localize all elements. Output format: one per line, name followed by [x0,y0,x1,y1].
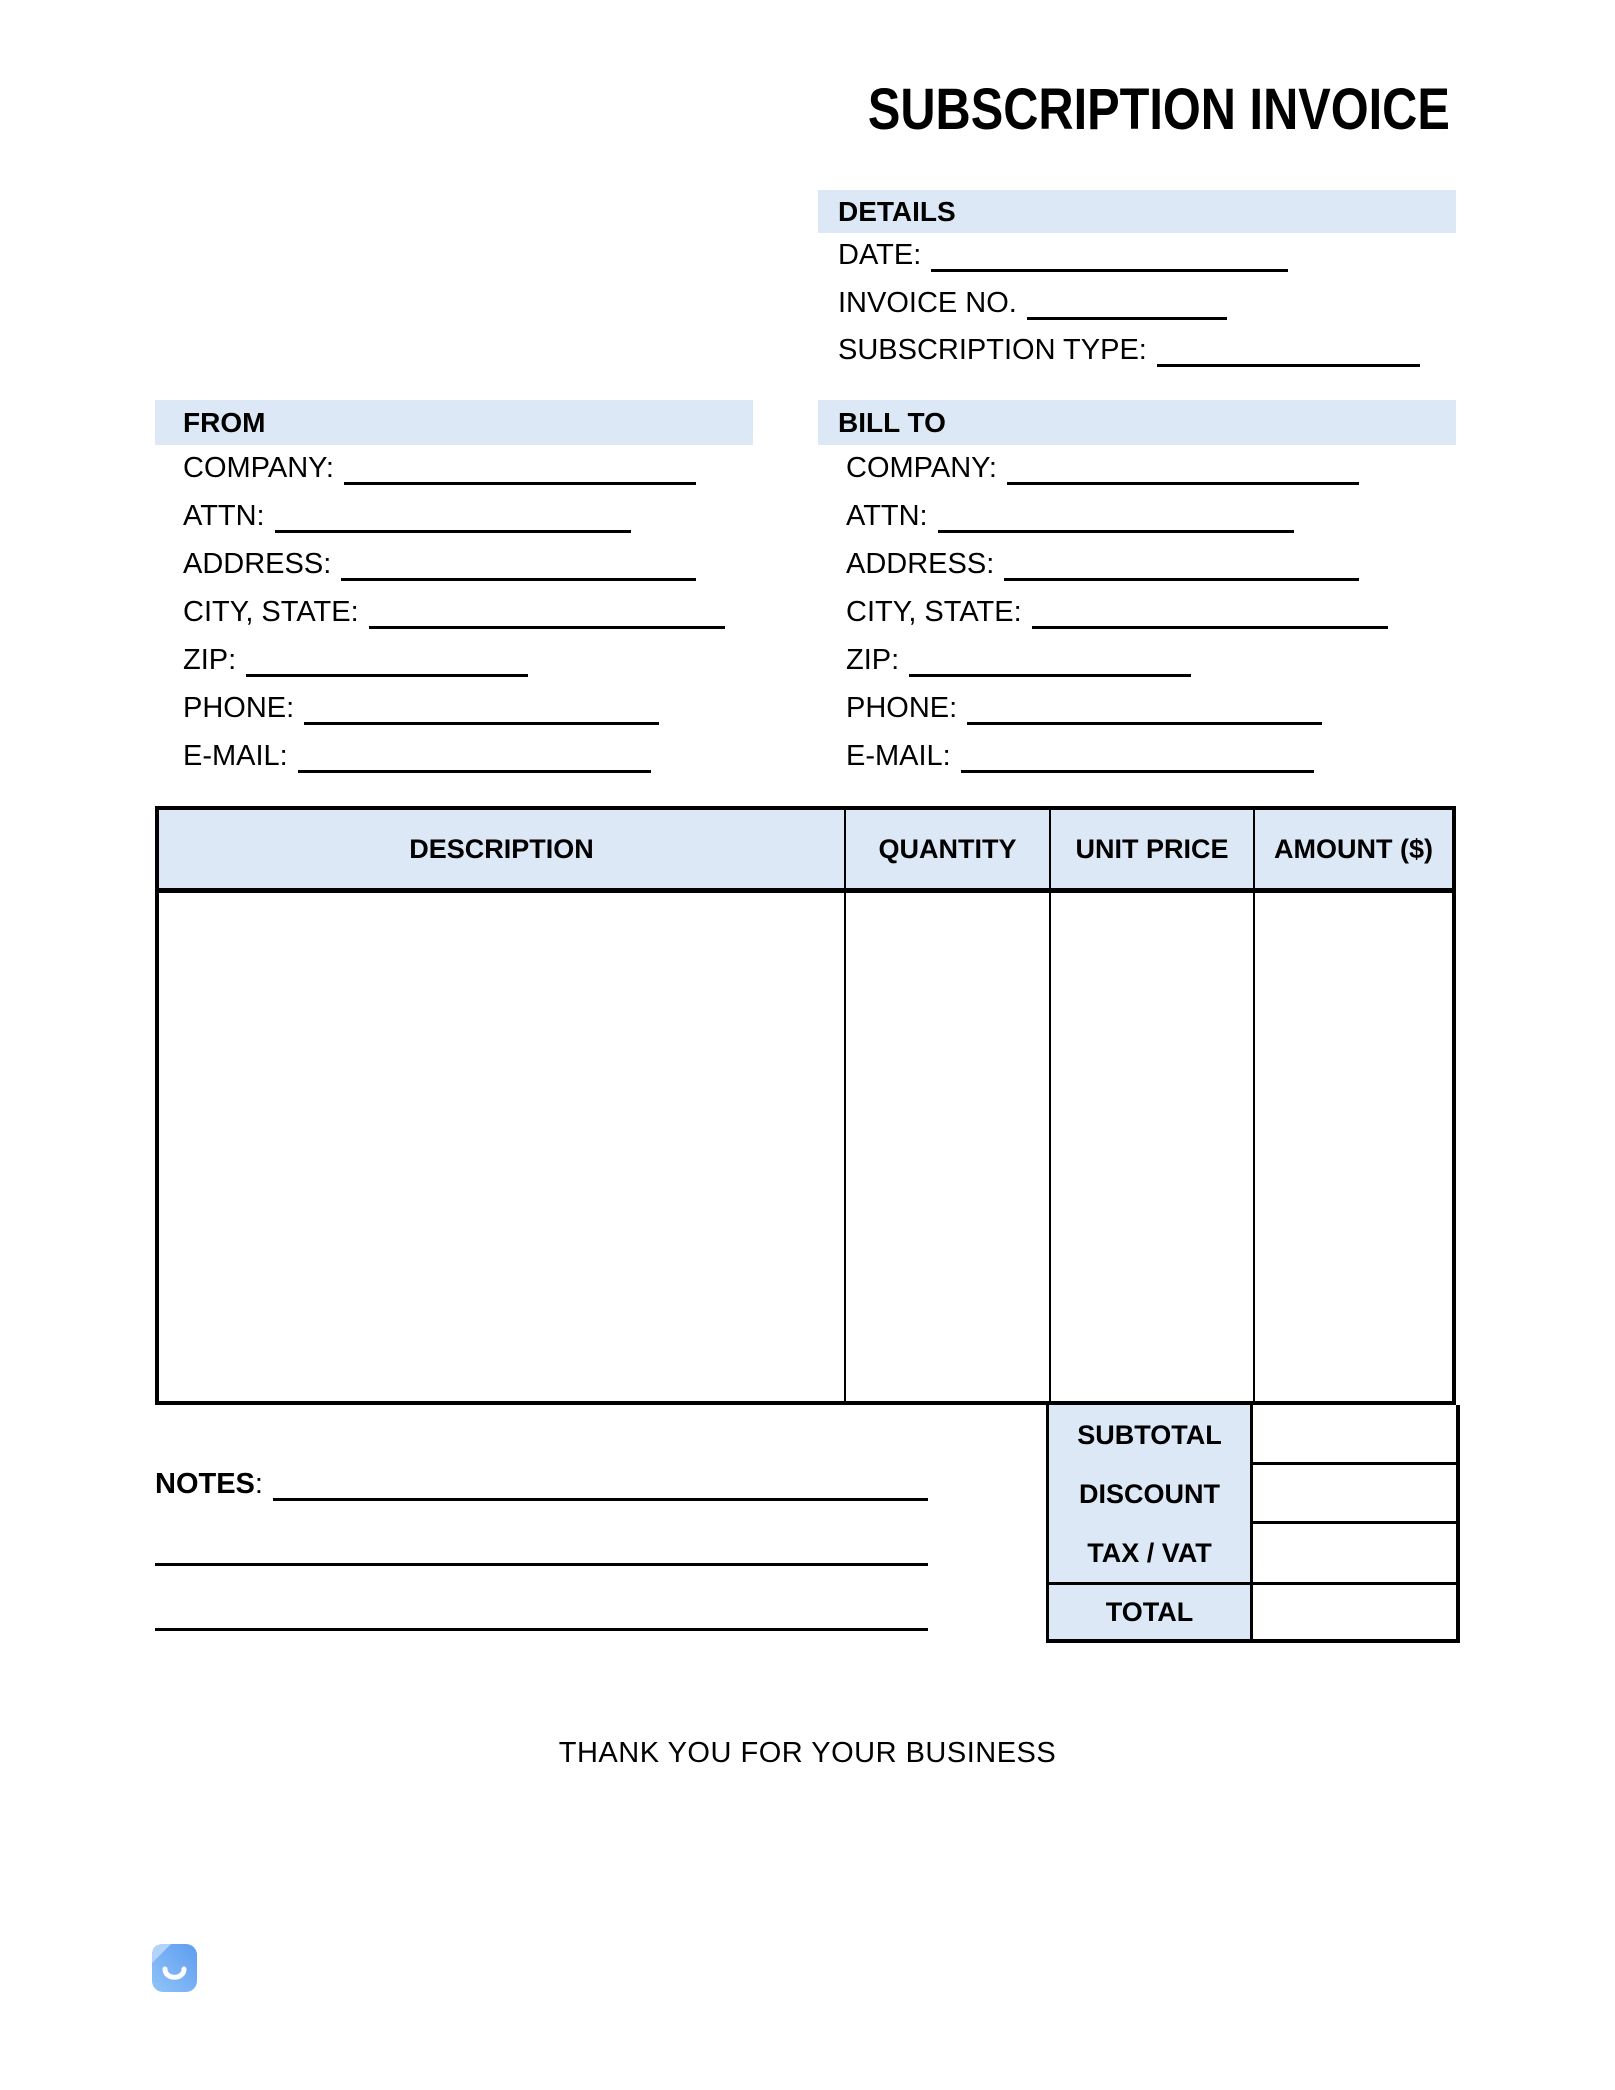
page-title: SUBSCRIPTION INVOICE [867,77,1450,142]
from-attn-label: ATTN: [183,500,265,532]
from-city-state-label: CITY, STATE: [183,596,359,628]
from-email-input-line[interactable] [298,744,651,773]
column-header-description: DESCRIPTION [159,810,846,888]
bill-to-attn-input-line[interactable] [938,504,1294,533]
invoice-no-row [838,286,1227,320]
from-attn-input-line[interactable] [275,504,631,533]
bill-to-address-input-line[interactable] [1004,552,1359,581]
from-company-row [183,451,696,485]
bill-to-zip-row [846,643,1191,677]
subscription-type-label: SUBSCRIPTION TYPE: [838,334,1147,366]
total-value-cell[interactable] [1253,1582,1456,1639]
from-section-header [155,400,753,445]
bill-to-zip-input-line[interactable] [909,648,1191,677]
amount-cell[interactable] [1255,893,1452,1401]
bill-to-email-row [846,739,1314,773]
notes-input-line-1[interactable] [273,1472,928,1501]
from-company-label: COMPANY: [183,452,334,484]
items-table-body [159,893,1452,1401]
from-phone-label: PHONE: [183,692,295,724]
discount-value-cell[interactable] [1253,1465,1456,1524]
subscription-type-row [838,333,1420,367]
column-header-unit-price: UNIT PRICE [1051,810,1255,888]
quantity-cell[interactable] [846,893,1051,1401]
bill-to-company-input-line[interactable] [1007,456,1359,485]
discount-label: DISCOUNT [1046,1465,1253,1524]
totals-block [1046,1405,1460,1643]
bill-to-phone-row [846,691,1322,725]
date-input-line[interactable] [931,243,1288,272]
items-table-header [159,810,1452,893]
notes-input-line-3[interactable] [155,1628,928,1631]
notes-input-line-2[interactable] [155,1563,928,1566]
from-attn-row [183,499,631,533]
smiling-document-logo-icon [152,1944,197,1992]
subtotal-value-cell[interactable] [1253,1405,1456,1465]
subscription-type-input-line[interactable] [1157,338,1420,367]
bill-to-attn-row [846,499,1294,533]
from-phone-input-line[interactable] [304,696,659,725]
from-phone-row [183,691,659,725]
bill-to-phone-input-line[interactable] [967,696,1322,725]
notes-row [155,1467,928,1501]
from-city-state-row [183,595,725,629]
bill-to-zip-label: ZIP: [846,644,900,676]
details-section-header [818,190,1456,233]
bill-to-city-state-label: CITY, STATE: [846,596,1022,628]
from-city-state-input-line[interactable] [369,600,725,629]
bill-to-address-label: ADDRESS: [846,548,995,580]
from-zip-input-line[interactable] [246,648,528,677]
from-email-row [183,739,651,773]
date-label: DATE: [838,239,922,271]
bill-to-city-state-input-line[interactable] [1032,600,1388,629]
from-company-input-line[interactable] [344,456,696,485]
bill-to-company-row [846,451,1359,485]
subtotal-label: SUBTOTAL [1046,1405,1253,1465]
thank-you-message: THANK YOU FOR YOUR BUSINESS [558,1737,1057,1769]
bill-to-phone-label: PHONE: [846,692,958,724]
from-header-label: FROM [183,406,266,438]
invoice-no-label: INVOICE NO. [838,287,1017,319]
notes-label: NOTES [155,1468,255,1500]
invoice-no-input-line[interactable] [1027,291,1227,320]
bill-to-address-row [846,547,1359,581]
bill-to-email-label: E-MAIL: [846,740,951,772]
from-zip-label: ZIP: [183,644,237,676]
from-address-label: ADDRESS: [183,548,332,580]
description-cell[interactable] [159,893,846,1401]
bill-to-email-input-line[interactable] [961,744,1314,773]
notes-colon: : [254,1468,263,1500]
bill-to-company-label: COMPANY: [846,452,997,484]
from-zip-row [183,643,528,677]
items-table [155,806,1456,1405]
bill-to-city-state-row [846,595,1388,629]
column-header-amount: AMOUNT ($) [1274,833,1433,864]
details-header-label: DETAILS [838,195,956,227]
bill-to-attn-label: ATTN: [846,500,928,532]
column-header-quantity: QUANTITY [846,810,1051,888]
unit-price-cell[interactable] [1051,893,1255,1401]
total-label: TOTAL [1046,1582,1253,1639]
tax-vat-label: TAX / VAT [1046,1524,1253,1582]
bill-to-section-header [818,400,1456,445]
tax-vat-value-cell[interactable] [1253,1524,1456,1582]
from-address-input-line[interactable] [341,552,696,581]
from-email-label: E-MAIL: [183,740,288,772]
bill-to-header-label: BILL TO [838,406,946,438]
date-row [838,238,1288,272]
from-address-row [183,547,696,581]
